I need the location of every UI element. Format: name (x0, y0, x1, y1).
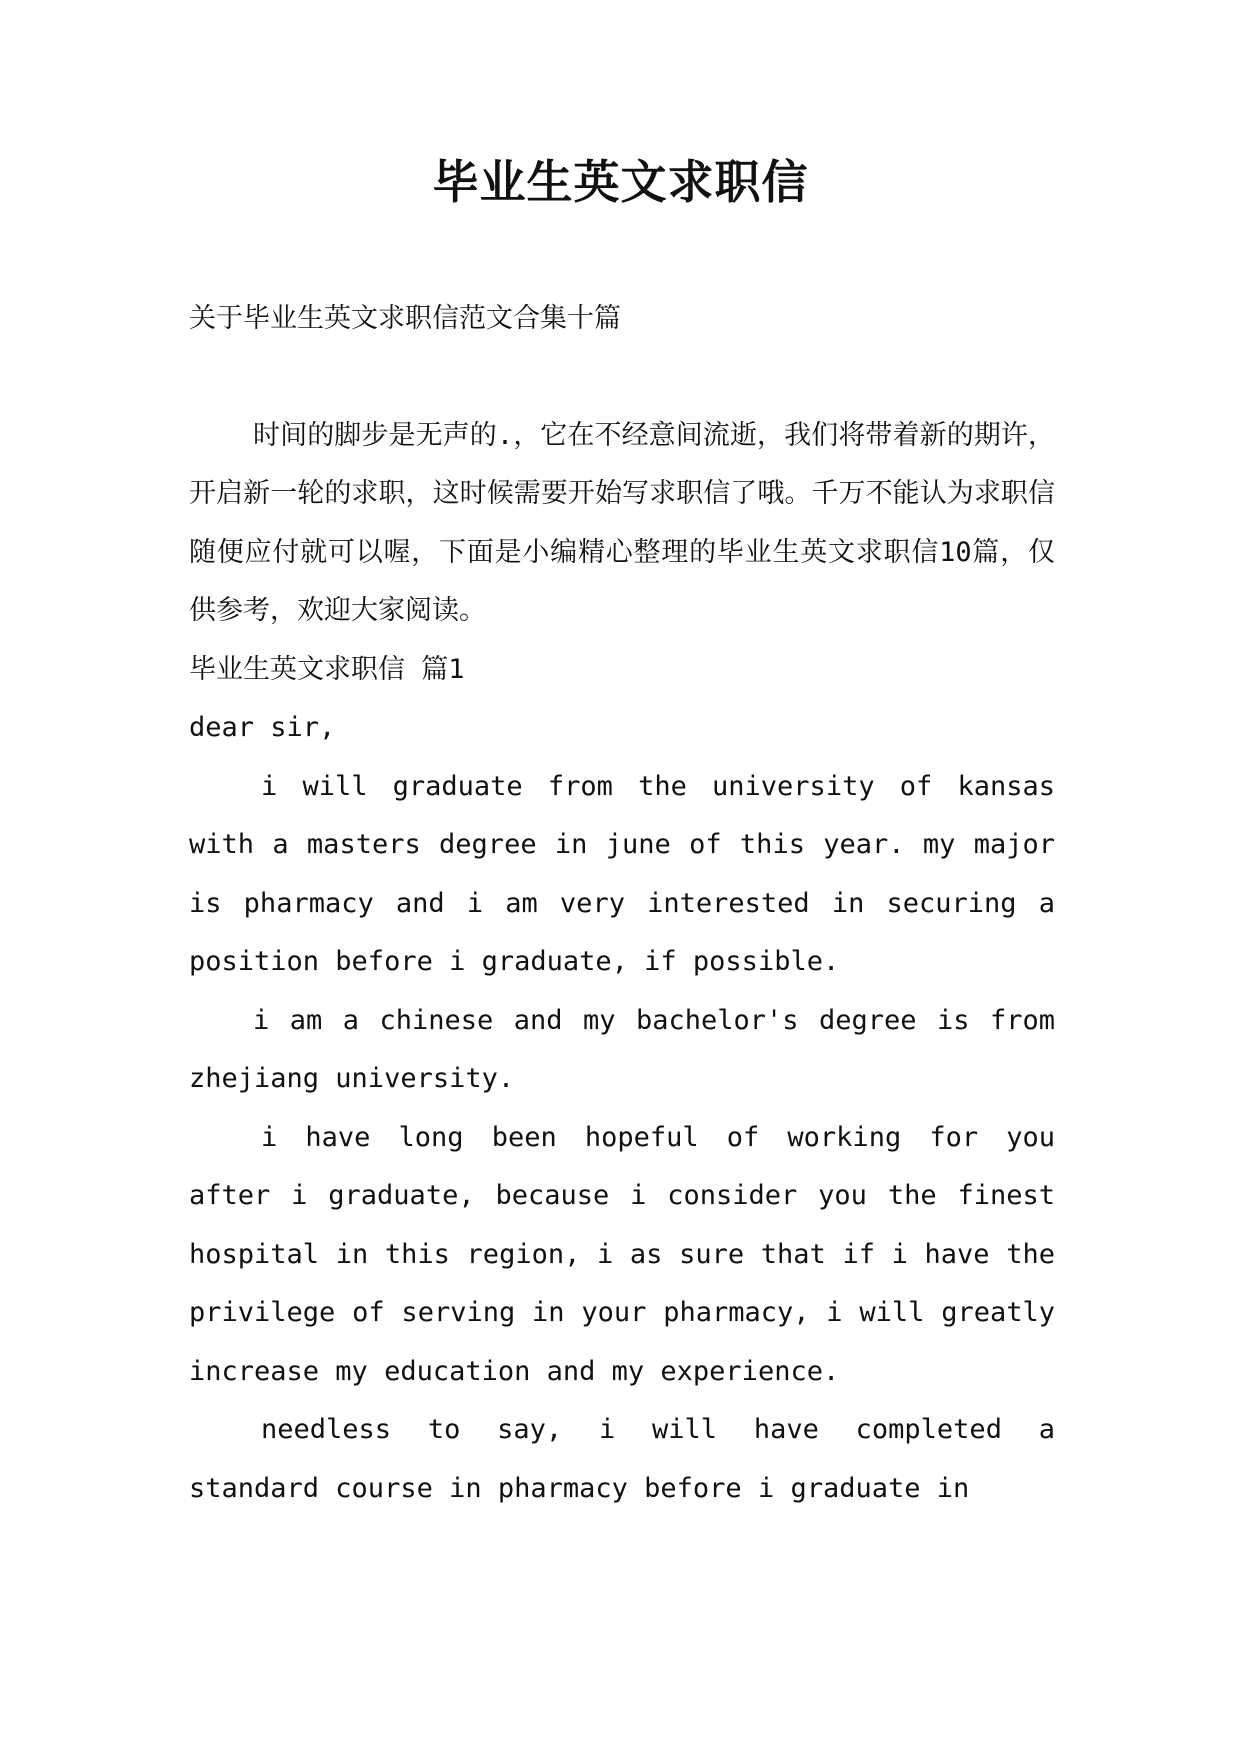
intro-paragraph: 时间的脚步是无声的.，它在不经意间流逝，我们将带着新的期许，开启新一轮的求职，这时候需要开始写求职信了哦。千万不能认为求职信随便应付就可以喔，下面是小编精心整理的毕业生英文求职信10篇，仅供参考，欢迎大家阅读。 (189, 419, 1055, 626)
letter-salutation: dear sir, (189, 712, 336, 743)
document-subtitle: 关于毕业生英文求职信范文合集十篇 (189, 303, 621, 334)
letter-paragraph: needless to say, i will have completed a standard course in pharmacy before i graduate in (189, 1414, 1055, 1504)
section-heading: 毕业生英文求职信 篇1 (189, 653, 465, 685)
document-body (189, 290, 1055, 1518)
letter-paragraph: i will graduate from the university of kansas with a masters degree in june of this year. my major is pharmacy and i am very interested in securing a position before i graduate, if possible. (189, 770, 1055, 977)
letter-paragraph: i have long been hopeful of working for you after i graduate, because i consider you the finest hospital in this region, i as sure that if i have the privilege of serving in your pharmacy, i will greatly increase my education and my experience. (189, 1121, 1055, 1387)
document-title: 毕业生英文求职信 (432, 155, 809, 209)
letter-paragraph: i am a chinese and my bachelor's degree is from zhejiang university. (189, 1004, 1055, 1094)
